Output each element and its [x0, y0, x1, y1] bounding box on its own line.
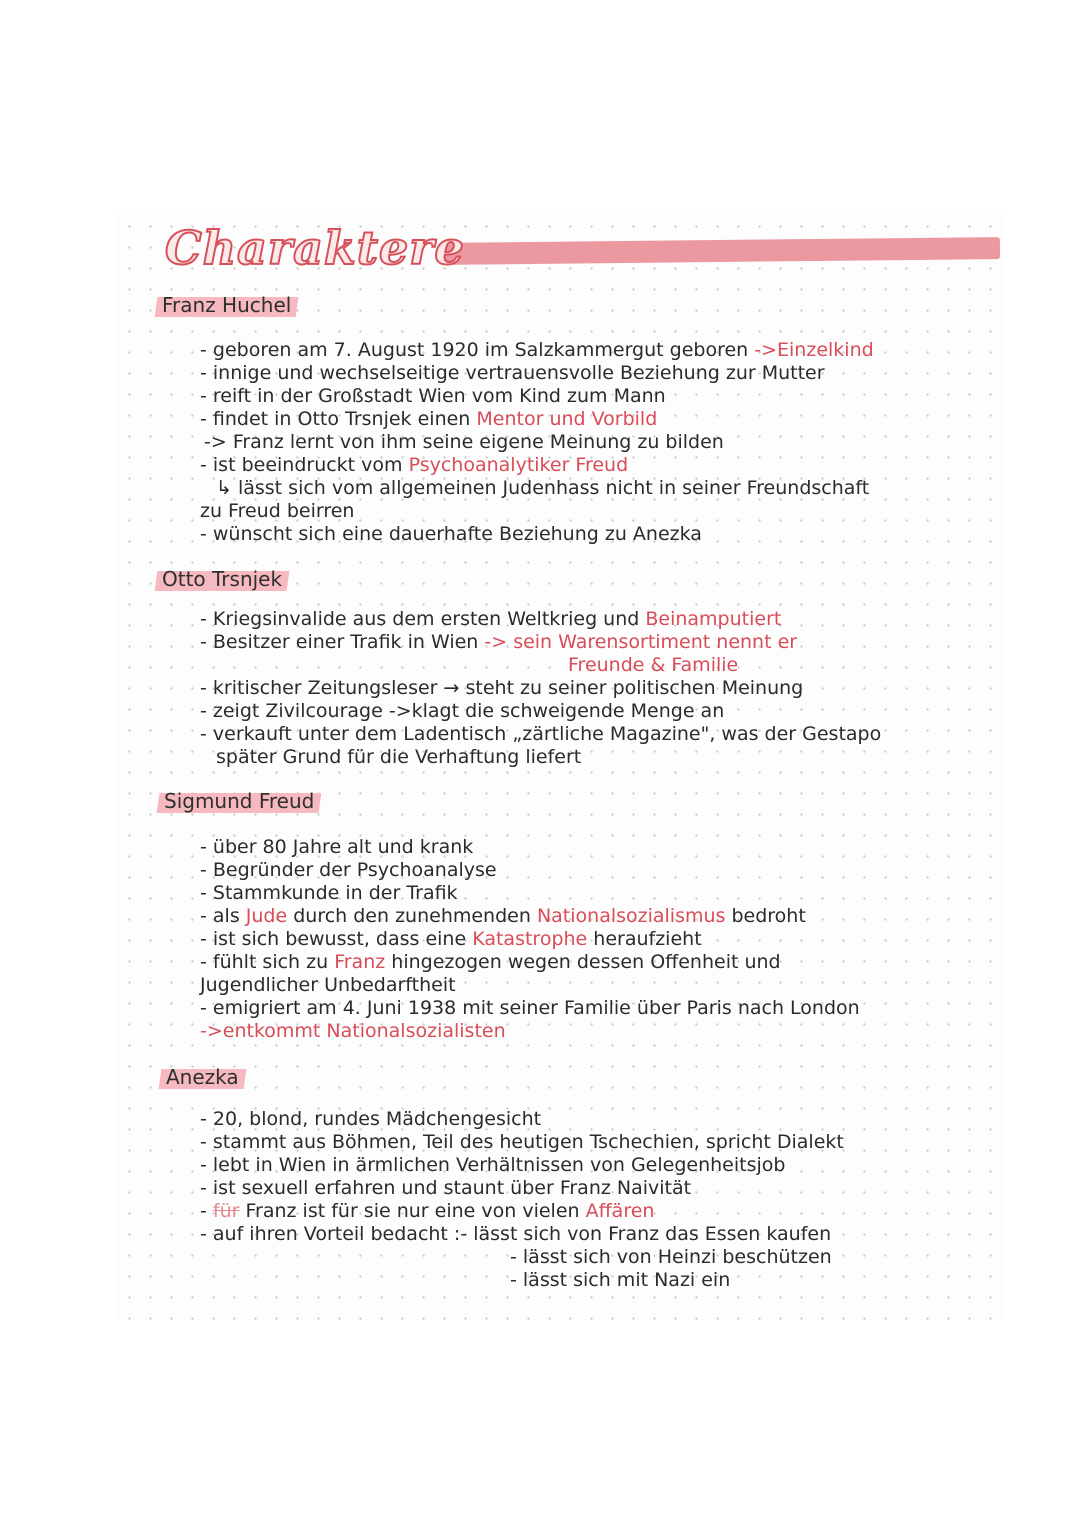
- list-item: - auf ihren Vorteil bedacht :- lässt sich von Franz das Essen kaufen: [200, 1223, 832, 1245]
- heading-sigmund-freud: Sigmund Freud: [160, 788, 320, 814]
- strikethrough-word: für: [212, 1200, 240, 1222]
- list-item: - lässt sich mit Nazi ein: [510, 1269, 731, 1291]
- list-item: -> Franz lernt von ihm seine eigene Meinung zu bilden: [204, 431, 724, 453]
- heading-anezka: Anezka: [162, 1064, 245, 1090]
- list-item: - zeigt Zivilcourage ->klagt die schweigende Menge an: [200, 700, 725, 722]
- section-sigmund-freud: [200, 836, 860, 1043]
- list-item: - ist beeindruckt vom Psychoanalytiker Freud: [200, 454, 629, 476]
- list-item: ↳ lässt sich vom allgemeinen Judenhass nicht in seiner Freundschaft: [216, 477, 870, 499]
- list-item: - ist sexuell erfahren und staunt über Franz Naivität: [200, 1177, 692, 1199]
- heading-otto-trsnjek: Otto Trsnjek: [158, 566, 288, 592]
- list-item: - innige und wechselseitige vertrauensvolle Beziehung zur Mutter: [200, 362, 825, 384]
- list-item: - verkauft unter dem Ladentisch „zärtliche Magazine", was der Gestapo: [200, 723, 882, 745]
- list-item: - kritischer Zeitungsleser → steht zu seiner politischen Meinung: [200, 677, 804, 699]
- list-item: - stammt aus Böhmen, Teil des heutigen Tschechien, spricht Dialekt: [200, 1131, 844, 1153]
- list-item: - Stammkunde in der Trafik: [200, 882, 458, 904]
- list-item: ->entkommt Nationalsozialisten: [200, 1020, 506, 1042]
- list-item: - Besitzer einer Trafik in Wien -> sein Warensortiment nennt er: [200, 631, 798, 653]
- section-franz-huchel: [200, 339, 874, 546]
- list-item: - wünscht sich eine dauerhafte Beziehung zu Anezka: [200, 523, 702, 545]
- list-item: - emigriert am 4. Juni 1938 mit seiner Familie über Paris nach London: [200, 997, 860, 1019]
- list-item: zu Freud beirren: [200, 500, 355, 522]
- list-item: - 20, blond, rundes Mädchengesicht: [200, 1108, 542, 1130]
- list-item: - Begründer der Psychoanalyse: [200, 859, 497, 881]
- section-anezka: [200, 1108, 844, 1292]
- list-item: - reift in der Großstadt Wien vom Kind zum Mann: [200, 385, 666, 407]
- list-item: - für Franz ist für sie nur eine von vielen Affären: [200, 1200, 655, 1222]
- section-otto-trsnjek: [200, 608, 881, 769]
- list-item: - findet in Otto Trsnjek einen Mentor und Vorbild: [200, 408, 658, 430]
- page-title: Charaktere: [165, 221, 465, 275]
- list-item: - Kriegsinvalide aus dem ersten Weltkrieg und Beinamputiert: [200, 608, 782, 630]
- heading-franz-huchel: Franz Huchel: [158, 292, 297, 318]
- list-item: Freunde & Familie: [568, 654, 739, 676]
- list-item: - als Jude durch den zunehmenden Nationalsozialismus bedroht: [200, 905, 806, 927]
- list-item: Jugendlicher Unbedarftheit: [200, 974, 456, 996]
- list-item: - lebt in Wien in ärmlichen Verhältnissen von Gelegenheitsjob: [200, 1154, 786, 1176]
- list-item: - über 80 Jahre alt und krank: [200, 836, 474, 858]
- list-item: - geboren am 7. August 1920 im Salzkammergut geboren ->Einzelkind: [200, 339, 874, 361]
- list-item: später Grund für die Verhaftung liefert: [216, 746, 582, 768]
- list-item: - ist sich bewusst, dass eine Katastrophe heraufzieht: [200, 928, 702, 950]
- list-item: - fühlt sich zu Franz hingezogen wegen dessen Offenheit und: [200, 951, 781, 973]
- list-item: - lässt sich von Heinzi beschützen: [510, 1246, 832, 1268]
